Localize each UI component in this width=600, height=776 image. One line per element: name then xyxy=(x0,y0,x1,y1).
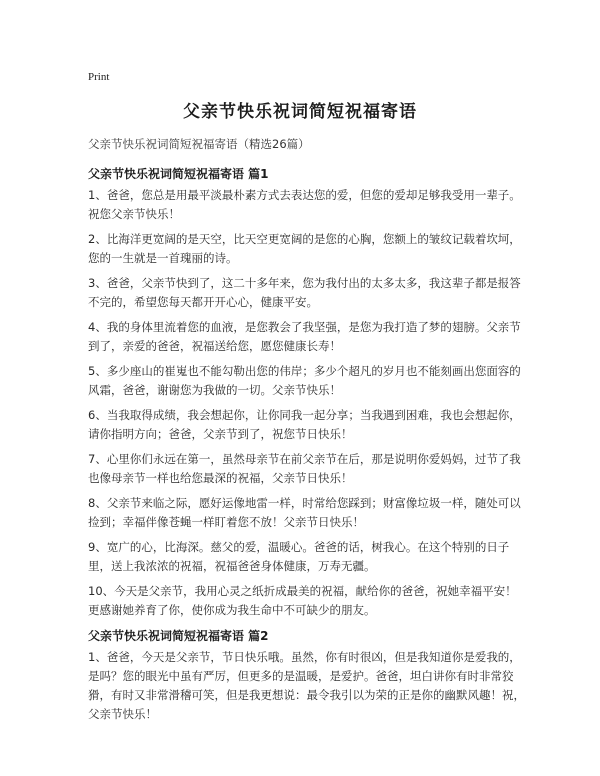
paragraph: 6、当我取得成绩，我会想起你，让你同我一起分享；当我遇到困难，我也会想起你，请你指明方向；爸爸，父亲节到了，祝您节日快乐！ xyxy=(88,408,521,441)
print-label: Print xyxy=(88,71,110,83)
paragraph: 8、父亲节来临之际，愿好运像地雷一样，时常给您踩到；财富像垃圾一样，随处可以捡到；幸福伴像苍蝇一样盯着您不放！父亲节日快乐！ xyxy=(88,496,521,529)
paragraph: 4、我的身体里流着您的血液，是您教会了我坚强，是您为我打造了梦的翅膀。父亲节到了，亲爱的爸爸，祝福送给您，愿您健康长寿！ xyxy=(88,320,521,353)
paragraph: 1、爸爸，您总是用最平淡最朴素方式去表达您的爱，但您的爱却足够我受用一辈子。祝您父亲节快乐！ xyxy=(88,188,521,221)
paragraph: 5、多少座山的崔嵬也不能勾勒出您的伟岸；多少个超凡的岁月也不能刻画出您面容的风霜，爸爸，谢谢您为我做的一切。父亲节快乐！ xyxy=(88,364,521,397)
subtitle: 父亲节快乐祝词简短祝福寄语（精选26篇） xyxy=(88,137,310,151)
paragraph: 3、爸爸，父亲节快到了，这二十多年来，您为我付出的太多太多，我这辈子都是报答不完的，希望您每天都开开心心，健康平安。 xyxy=(88,276,521,309)
section-heading: 父亲节快乐祝词简短祝福寄语 篇1 xyxy=(88,167,269,181)
page-title: 父亲节快乐祝词简短祝福寄语 xyxy=(183,102,417,122)
paragraph: 7、心里你们永远在第一，虽然母亲节在前父亲节在后，那是说明你爱妈妈，过节了我也像母亲节一样也给您最深的祝福，父亲节日快乐！ xyxy=(88,452,521,485)
paragraph: 10、今天是父亲节，我用心灵之纸折成最美的祝福，献给你的爸爸，祝她幸福平安！更感谢她养育了你，使你成为我生命中不可缺少的朋友。 xyxy=(88,584,517,617)
paragraph: 9、宽广的心，比海深。慈父的爱，温暖心。爸爸的话，树我心。在这个特别的日子里，送上我浓浓的祝福，祝福爸爸身体健康，万寿无疆。 xyxy=(88,540,510,573)
paragraph: 1、爸爸，今天是父亲节，节日快乐哦。虽然，你有时很凶，但是我知道你是爱我的，是吗？您的眼光中虽有严厉，但更多的是温暖，是爱护。爸爸，坦白讲你有时非常狡猾，有时又非常滑稽可笑，但是我更想说：最令我引以为荣的正是你的幽默风趣！祝，父亲节快乐！ xyxy=(88,650,525,721)
paragraph: 2、比海洋更宽阔的是天空，比天空更宽阔的是您的心胸，您额上的皱纹记载着坎坷，您的一生就是一首瑰丽的诗。 xyxy=(88,232,521,265)
section-heading: 父亲节快乐祝词简短祝福寄语 篇2 xyxy=(88,629,269,643)
